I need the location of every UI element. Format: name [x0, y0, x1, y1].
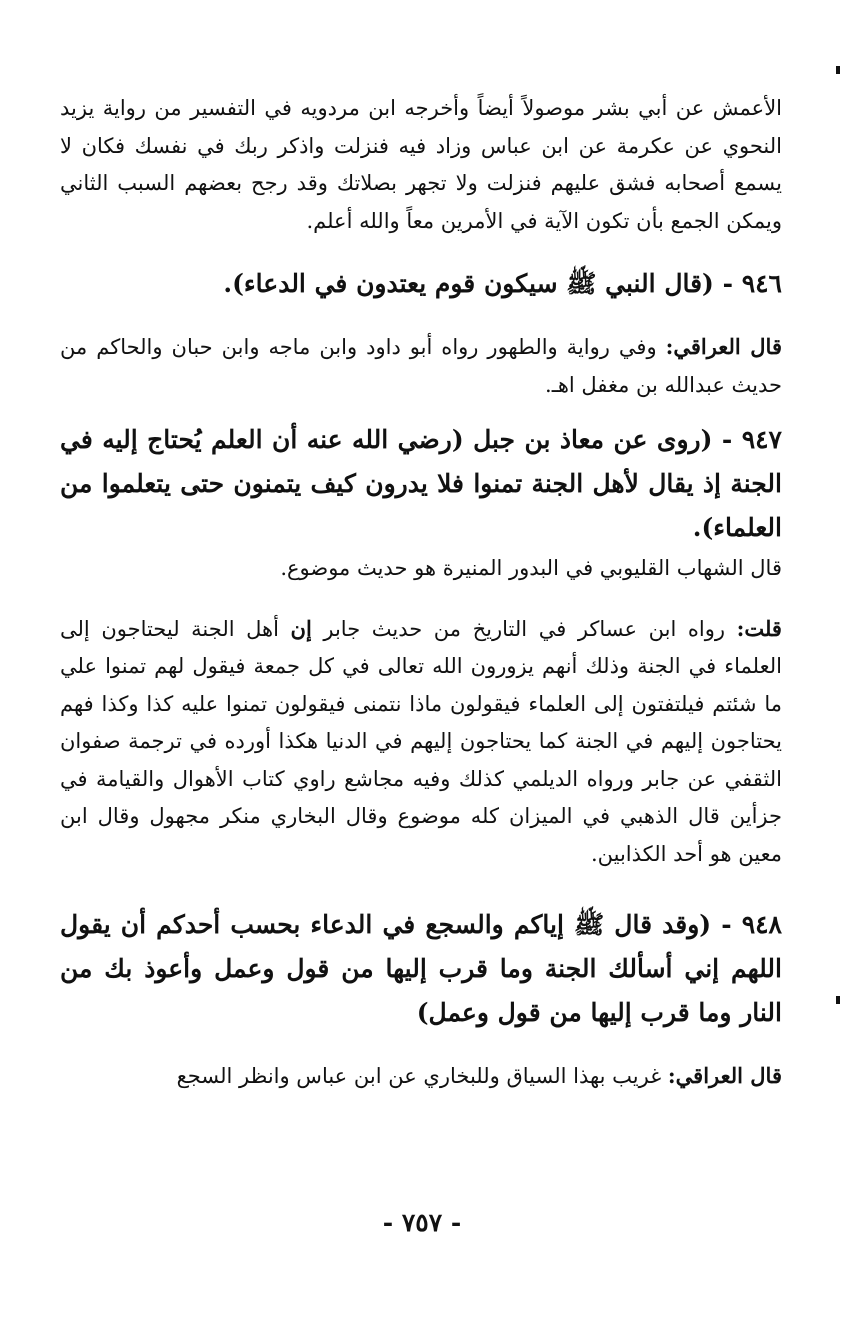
hadith-number: ٩٤٦ - [722, 269, 782, 298]
commentary-text-intro: رواه ابن عساكر في التاريخ من حديث جابر [323, 616, 726, 641]
hadith-text: (روى عن معاذ بن جبل (رضي الله عنه أن العلم يُحتاج إليه في الجنة إذ يقال لأهل الجنة تمنوا فلا يدرون كيف يتمنون حتى يتعلموا من العلماء). [60, 425, 782, 542]
commentary-text: غريب بهذا السياق وللبخاري عن ابن عباس وانظر السجع [176, 1064, 662, 1088]
commentary-947-note [60, 610, 782, 874]
hadith-946-heading [60, 262, 782, 306]
page-number: - ٧٥٧ - [382, 1208, 462, 1237]
hadith-text: (قال النبي ﷺ سيكون قوم يعتدون في الدعاء). [223, 269, 714, 298]
commentary-emphasis: إن [290, 615, 312, 641]
hadith-947-heading [60, 418, 782, 550]
margin-mark-top [836, 66, 840, 74]
commentary-speaker: قلت: [736, 615, 782, 641]
commentary-speaker: قال العراقي: [667, 1063, 782, 1088]
commentary-947-qalyubi [60, 550, 782, 588]
commentary-text: وفي رواية والطهور رواه أبو داود وابن ماجه وابن حبان والحاكم من حديث عبدالله بن مغفل اهـ. [60, 335, 782, 397]
margin-mark-side [836, 996, 840, 1004]
paragraph-continuation [60, 90, 782, 240]
hadith-number: ٩٤٧ - [721, 425, 782, 454]
commentary-text: أهل الجنة ليحتاجون إلى العلماء في الجنة وذلك أنهم يزورون الله تعالى في كل جمعة فيقول لهم تمنوا علي ما شئتم فيلتفتون إلى العلماء فيقولون ماذا نتمنى فيقولون تمنوا عليه كذا وكذا فهم يحتاجون إليهم في الجنة كما يحتاجون إليهم في الدنيا هكذا أورده في ترجمة صفوان الثقفي عن جابر ورواه الديلمي كذلك وفيه مجاشع راوي كتاب الأهوال والقيامة في جزأين قال الذهبي في الميزان كله موضوع وقال البخاري منكر مجهول وقال ابن معين هو أحد الكذابين. [60, 616, 782, 866]
hadith-number: ٩٤٨ - [721, 910, 782, 939]
document-page [60, 90, 782, 1096]
hadith-text: (وقد قال ﷺ إياكم والسجع في الدعاء بحسب أحدكم أن يقول اللهم إني أسألك الجنة وما قرب إليها من قول وعمل وأعوذ بك من النار وما قرب إليها من قول وعمل) [60, 910, 782, 1027]
commentary-946 [60, 328, 782, 404]
commentary-speaker: قال العراقي: [665, 334, 782, 359]
commentary-text: قال الشهاب القليوبي في البدور المنيرة هو حديث موضوع. [280, 556, 782, 580]
commentary-948 [60, 1057, 782, 1096]
hadith-948-heading [60, 903, 782, 1035]
paragraph-text: الأعمش عن أبي بشر موصولاً أيضاً وأخرجه ابن مردويه في التفسير من رواية يزيد النحوي عن عكرمة عن ابن عباس وزاد فيه فنزلت واذكر ربك في نفسك فكان لا يسمع أصحابه فشق عليهم فنزلت ولا تجهر بصلاتك وقد رجح بعضهم السبب الثاني ويمكن الجمع بأن تكون الآية في الأمرين معاً والله أعلم. [60, 96, 782, 233]
